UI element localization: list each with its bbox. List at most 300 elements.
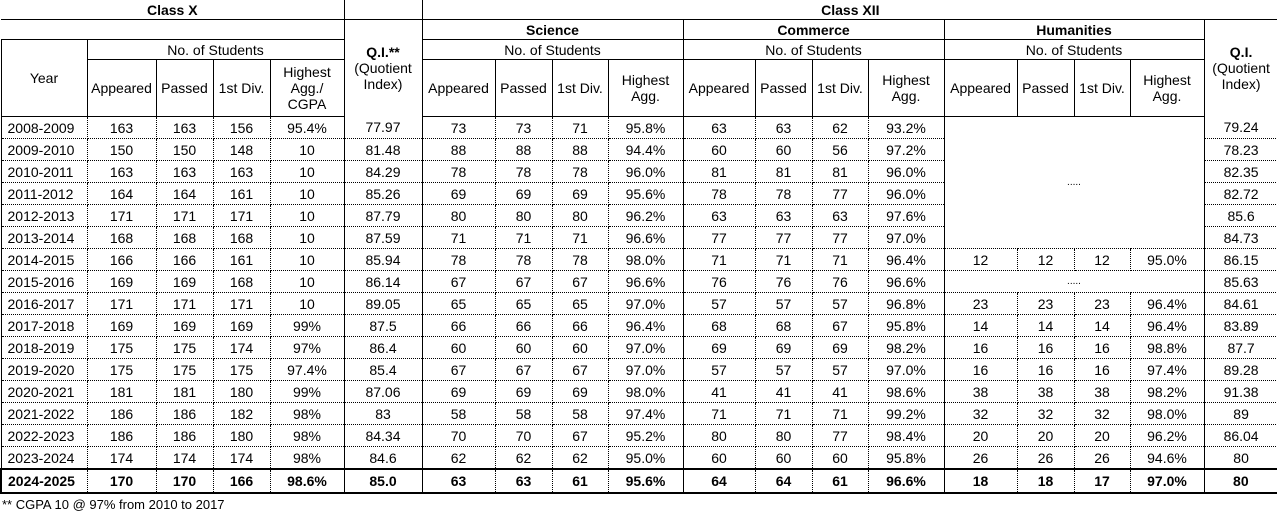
science-cell: 97.0%	[608, 293, 683, 315]
class-x-cell: 180	[213, 425, 270, 447]
class-x-cell: 164	[87, 183, 156, 205]
class-x-cell: 171	[156, 293, 213, 315]
year-cell: 2012-2013	[1, 205, 87, 227]
class-x-cell: 174	[213, 337, 270, 359]
science-cell: 61	[552, 469, 608, 493]
humanities-cell: 12	[1017, 249, 1074, 271]
commerce-cell: 71	[683, 403, 755, 425]
class-x-cell: 166	[87, 249, 156, 271]
science-cell: 62	[422, 447, 495, 470]
class-x-cell: 81.48	[344, 139, 422, 161]
commerce-cell: 63	[683, 205, 755, 227]
class-x-cell: 87.59	[344, 227, 422, 249]
commerce-cell: 95.8%	[868, 447, 944, 470]
humanities-cell: 23	[1074, 293, 1130, 315]
qi-cell: 82.35	[1204, 161, 1277, 183]
humanities-cell: 20	[1074, 425, 1130, 447]
class-x-cell: 161	[213, 183, 270, 205]
science-cell: 65	[495, 293, 552, 315]
qi-cell: 84.61	[1204, 293, 1277, 315]
qi-cell: 84.73	[1204, 227, 1277, 249]
commerce-cell: 60	[755, 139, 812, 161]
class-x-cell: 163	[156, 117, 213, 139]
humanities-cell: 95.0%	[1130, 249, 1204, 271]
commerce-cell: 78	[683, 183, 755, 205]
humanities-cell: 17	[1074, 469, 1130, 493]
hum-passed-header: Passed	[1017, 60, 1074, 117]
humanities-cell: 16	[944, 359, 1017, 381]
science-cell: 78	[552, 249, 608, 271]
humanities-cell: 23	[1017, 293, 1074, 315]
class-x-cell: 98%	[270, 425, 344, 447]
class-x-cell: 163	[213, 161, 270, 183]
class-x-cell: 98%	[270, 447, 344, 470]
class-x-cell: 171	[213, 293, 270, 315]
commerce-cell: 64	[683, 469, 755, 493]
commerce-cell: 96.0%	[868, 183, 944, 205]
class-x-cell: 181	[87, 381, 156, 403]
class-x-cell: 169	[213, 315, 270, 337]
science-cell: 58	[552, 403, 608, 425]
class-x-cell: 186	[87, 403, 156, 425]
commerce-cell: 96.6%	[868, 271, 944, 293]
class-x-cell: 97%	[270, 337, 344, 359]
commerce-cell: 62	[812, 117, 868, 139]
commerce-cell: 98.2%	[868, 337, 944, 359]
table-row	[1, 249, 1277, 271]
year-cell: 2014-2015	[1, 249, 87, 271]
class-x-cell: 87.79	[344, 205, 422, 227]
humanities-cell: 98.8%	[1130, 337, 1204, 359]
humanities-cell: 16	[944, 337, 1017, 359]
science-cell: 62	[495, 447, 552, 470]
class-x-cell: 10	[270, 205, 344, 227]
x-passed-header: Passed	[156, 60, 213, 117]
commerce-cell: 71	[683, 249, 755, 271]
commerce-cell: 68	[755, 315, 812, 337]
class-x-cell: 168	[213, 271, 270, 293]
humanities-cell: 18	[944, 469, 1017, 493]
commerce-cell: 98.6%	[868, 381, 944, 403]
humanities-cell: 14	[1074, 315, 1130, 337]
commerce-cell: 69	[812, 337, 868, 359]
commerce-cell: 77	[812, 227, 868, 249]
commerce-header: Commerce	[683, 20, 944, 40]
science-cell: 96.4%	[608, 315, 683, 337]
science-cell: 67	[552, 271, 608, 293]
year-cell: 2019-2020	[1, 359, 87, 381]
table-row	[1, 293, 1277, 315]
class-x-cell: 85.4	[344, 359, 422, 381]
science-cell: 96.0%	[608, 161, 683, 183]
qi-cell: 78.23	[1204, 139, 1277, 161]
class-x-cell: 174	[87, 447, 156, 470]
commerce-cell: 69	[755, 337, 812, 359]
class-x-cell: 84.6	[344, 447, 422, 470]
humanities-cell: 94.6%	[1130, 447, 1204, 470]
class-x-cell: 83	[344, 403, 422, 425]
science-cell: 97.4%	[608, 403, 683, 425]
commerce-cell: 95.8%	[868, 315, 944, 337]
commerce-cell: 96.4%	[868, 249, 944, 271]
class-x-cell: 150	[156, 139, 213, 161]
commerce-cell: 97.2%	[868, 139, 944, 161]
commerce-cell: 76	[755, 271, 812, 293]
humanities-cell: 96.4%	[1130, 315, 1204, 337]
humanities-cell: 20	[1017, 425, 1074, 447]
science-cell: 78	[495, 161, 552, 183]
class-x-cell: 169	[156, 315, 213, 337]
commerce-cell: 77	[683, 227, 755, 249]
science-cell: 80	[422, 205, 495, 227]
class-x-cell: 98%	[270, 403, 344, 425]
hum-highest-header: Highest Agg.	[1130, 60, 1204, 117]
class-x-cell: 156	[213, 117, 270, 139]
commerce-cell: 78	[755, 183, 812, 205]
year-cell: 2020-2021	[1, 381, 87, 403]
science-cell: 67	[422, 359, 495, 381]
commerce-cell: 60	[683, 447, 755, 470]
commerce-cell: 57	[812, 293, 868, 315]
science-cell: 66	[495, 315, 552, 337]
sci-passed-header: Passed	[495, 60, 552, 117]
humanities-cell: 26	[1074, 447, 1130, 470]
science-cell: 71	[495, 227, 552, 249]
humanities-cell: 32	[1074, 403, 1130, 425]
commerce-cell: 96.0%	[868, 161, 944, 183]
qi-cell: 80	[1204, 469, 1277, 493]
qi-cell: 83.89	[1204, 315, 1277, 337]
class-x-cell: 98.6%	[270, 469, 344, 493]
year-cell: 2015-2016	[1, 271, 87, 293]
science-cell: 65	[422, 293, 495, 315]
class-x-cell: 84.34	[344, 425, 422, 447]
science-cell: 60	[552, 337, 608, 359]
commerce-cell: 56	[812, 139, 868, 161]
commerce-cell: 77	[755, 227, 812, 249]
humanities-cell: 98.2%	[1130, 381, 1204, 403]
science-cell: 96.6%	[608, 271, 683, 293]
class-x-cell: 182	[213, 403, 270, 425]
class-x-cell: 86.4	[344, 337, 422, 359]
class-x-cell: 84.29	[344, 161, 422, 183]
commerce-cell: 61	[812, 469, 868, 493]
commerce-cell: 71	[812, 249, 868, 271]
qi-cell: 89.28	[1204, 359, 1277, 381]
humanities-cell: 98.0%	[1130, 403, 1204, 425]
science-cell: 70	[495, 425, 552, 447]
class-x-cell: 171	[213, 205, 270, 227]
humanities-cell: 38	[944, 381, 1017, 403]
science-cell: 71	[422, 227, 495, 249]
hum-students-header: No. of Students	[944, 40, 1204, 60]
hum-appeared-header: Appeared	[944, 60, 1017, 117]
year-cell: 2009-2010	[1, 139, 87, 161]
commerce-cell: 63	[755, 117, 812, 139]
class-x-cell: 168	[213, 227, 270, 249]
science-cell: 67	[552, 359, 608, 381]
class-x-cell: 161	[213, 249, 270, 271]
commerce-cell: 57	[812, 359, 868, 381]
table-row	[1, 425, 1277, 447]
class-x-cell: 87.5	[344, 315, 422, 337]
class-x-cell: 170	[87, 469, 156, 493]
class-x-cell: 10	[270, 161, 344, 183]
class-x-cell: 168	[87, 227, 156, 249]
science-cell: 66	[552, 315, 608, 337]
humanities-cell: 14	[944, 315, 1017, 337]
qi-cell: 79.24	[1204, 117, 1277, 139]
humanities-cell: 12	[944, 249, 1017, 271]
table-row	[1, 447, 1277, 470]
commerce-cell: 98.4%	[868, 425, 944, 447]
commerce-cell: 99.2%	[868, 403, 944, 425]
class-x-cell: 148	[213, 139, 270, 161]
class-x-cell: 163	[156, 161, 213, 183]
class-x-cell: 171	[156, 205, 213, 227]
science-cell: 69	[552, 183, 608, 205]
humanities-cell: 96.4%	[1130, 293, 1204, 315]
humanities-cell: 12	[1074, 249, 1130, 271]
class-x-cell: 169	[156, 271, 213, 293]
table-row	[1, 359, 1277, 381]
year-cell: 2022-2023	[1, 425, 87, 447]
year-cell: 2008-2009	[1, 117, 87, 139]
humanities-cell: 16	[1074, 359, 1130, 381]
commerce-cell: 57	[755, 359, 812, 381]
qi-cell: 82.72	[1204, 183, 1277, 205]
class-x-cell: 175	[87, 337, 156, 359]
commerce-cell: 81	[683, 161, 755, 183]
humanities-cell: 97.4%	[1130, 359, 1204, 381]
commerce-cell: 97.0%	[868, 227, 944, 249]
humanities-cell: 97.0%	[1130, 469, 1204, 493]
table-row	[1, 271, 1277, 293]
year-cell: 2013-2014	[1, 227, 87, 249]
science-cell: 58	[422, 403, 495, 425]
com-appeared-header: Appeared	[683, 60, 755, 117]
science-cell: 98.0%	[608, 249, 683, 271]
science-cell: 94.4%	[608, 139, 683, 161]
class-x-cell: 171	[87, 205, 156, 227]
science-cell: 73	[422, 117, 495, 139]
commerce-cell: 60	[812, 447, 868, 470]
class-x-cell: 97.4%	[270, 359, 344, 381]
commerce-cell: 41	[755, 381, 812, 403]
science-cell: 63	[495, 469, 552, 493]
science-cell: 58	[495, 403, 552, 425]
science-cell: 88	[422, 139, 495, 161]
year-cell: 2024-2025	[1, 469, 87, 493]
table-row	[1, 381, 1277, 403]
commerce-cell: 81	[812, 161, 868, 183]
class-x-cell: 186	[156, 425, 213, 447]
qi-cell: 80	[1204, 447, 1277, 470]
class-x-cell: 87.06	[344, 381, 422, 403]
class-x-cell: 89.05	[344, 293, 422, 315]
commerce-cell: 64	[755, 469, 812, 493]
footnote: ** CGPA 10 @ 97% from 2010 to 2017	[2, 497, 225, 512]
commerce-cell: 71	[812, 403, 868, 425]
science-cell: 69	[495, 183, 552, 205]
commerce-cell: 68	[683, 315, 755, 337]
class-x-cell: 10	[270, 183, 344, 205]
commerce-cell: 63	[683, 117, 755, 139]
sci-students-header: No. of Students	[422, 40, 683, 60]
class-x-cell: 85.94	[344, 249, 422, 271]
science-cell: 88	[495, 139, 552, 161]
class-x-cell: 175	[87, 359, 156, 381]
class-x-cell: 85.26	[344, 183, 422, 205]
class-x-cell: 174	[213, 447, 270, 470]
qi-cell: 85.63	[1204, 271, 1277, 293]
science-cell: 78	[422, 161, 495, 183]
qi-cell: 86.15	[1204, 249, 1277, 271]
humanities-cell: 16	[1017, 359, 1074, 381]
science-cell: 63	[422, 469, 495, 493]
commerce-cell: 93.2%	[868, 117, 944, 139]
science-cell: 70	[422, 425, 495, 447]
year-cell: 2017-2018	[1, 315, 87, 337]
humanities-header: Humanities	[944, 20, 1204, 40]
com-highest-header: Highest Agg.	[868, 60, 944, 117]
commerce-cell: 76	[683, 271, 755, 293]
humanities-cell: 16	[1074, 337, 1130, 359]
commerce-cell: 41	[683, 381, 755, 403]
commerce-cell: 71	[755, 249, 812, 271]
humanities-cell: 26	[944, 447, 1017, 470]
class-x-cell: 166	[156, 249, 213, 271]
sci-firstdiv-header: 1st Div.	[552, 60, 608, 117]
qi-cell: 86.04	[1204, 425, 1277, 447]
humanities-cell: 96.2%	[1130, 425, 1204, 447]
science-cell: 69	[495, 381, 552, 403]
humanities-blank: .....	[944, 271, 1204, 293]
year-cell: 2010-2011	[1, 161, 87, 183]
commerce-cell: 96.8%	[868, 293, 944, 315]
x-appeared-header: Appeared	[87, 60, 156, 117]
qi-x-header: Q.I.** (Quotient Index)	[344, 20, 422, 117]
class-x-cell: 150	[87, 139, 156, 161]
science-cell: 97.0%	[608, 359, 683, 381]
com-students-header: No. of Students	[683, 40, 944, 60]
class-x-cell: 95.4%	[270, 117, 344, 139]
x-students-header: No. of Students	[87, 40, 344, 60]
commerce-cell: 97.0%	[868, 359, 944, 381]
humanities-cell: 32	[1017, 403, 1074, 425]
commerce-cell: 69	[683, 337, 755, 359]
commerce-cell: 67	[812, 315, 868, 337]
commerce-cell: 71	[755, 403, 812, 425]
science-cell: 71	[552, 227, 608, 249]
science-cell: 60	[422, 337, 495, 359]
science-cell: 95.6%	[608, 469, 683, 493]
class-x-cell: 175	[156, 337, 213, 359]
science-cell: 67	[495, 271, 552, 293]
com-firstdiv-header: 1st Div.	[812, 60, 868, 117]
table-row	[1, 403, 1277, 425]
class-x-cell: 10	[270, 139, 344, 161]
science-cell: 95.8%	[608, 117, 683, 139]
commerce-cell: 63	[755, 205, 812, 227]
science-cell: 97.0%	[608, 337, 683, 359]
humanities-cell: 38	[1074, 381, 1130, 403]
sci-highest-header: Highest Agg.	[608, 60, 683, 117]
science-cell: 80	[552, 205, 608, 227]
commerce-cell: 60	[683, 139, 755, 161]
class-x-cell: 77.97	[344, 117, 422, 139]
science-cell: 67	[495, 359, 552, 381]
science-cell: 66	[422, 315, 495, 337]
commerce-cell: 96.6%	[868, 469, 944, 493]
qi-cell: 89	[1204, 403, 1277, 425]
science-cell: 88	[552, 139, 608, 161]
science-cell: 80	[495, 205, 552, 227]
class-x-cell: 169	[87, 315, 156, 337]
science-cell: 78	[422, 249, 495, 271]
class-x-cell: 186	[156, 403, 213, 425]
class-x-cell: 163	[87, 161, 156, 183]
science-cell: 73	[495, 117, 552, 139]
class-x-cell: 10	[270, 249, 344, 271]
science-cell: 95.6%	[608, 183, 683, 205]
commerce-cell: 80	[755, 425, 812, 447]
commerce-cell: 57	[683, 359, 755, 381]
commerce-cell: 77	[812, 425, 868, 447]
science-cell: 65	[552, 293, 608, 315]
class-x-cell: 169	[87, 271, 156, 293]
class-x-cell: 10	[270, 293, 344, 315]
science-cell: 95.0%	[608, 447, 683, 470]
science-cell: 78	[495, 249, 552, 271]
class-x-cell: 170	[156, 469, 213, 493]
science-cell: 69	[422, 381, 495, 403]
science-cell: 62	[552, 447, 608, 470]
class-x-cell: 166	[213, 469, 270, 493]
science-cell: 67	[552, 425, 608, 447]
class-x-cell: 175	[156, 359, 213, 381]
table-row	[1, 117, 1277, 139]
year-cell: 2016-2017	[1, 293, 87, 315]
science-cell: 96.2%	[608, 205, 683, 227]
humanities-cell: 26	[1017, 447, 1074, 470]
humanities-cell: 20	[944, 425, 1017, 447]
commerce-cell: 97.6%	[868, 205, 944, 227]
class-x-cell: 171	[87, 293, 156, 315]
year-header: Year	[1, 40, 87, 117]
com-passed-header: Passed	[755, 60, 812, 117]
commerce-cell: 57	[683, 293, 755, 315]
humanities-cell: 18	[1017, 469, 1074, 493]
table-row	[1, 337, 1277, 359]
class-x-cell: 10	[270, 227, 344, 249]
qi-xii-header: Q.I. (Quotient Index)	[1204, 20, 1277, 117]
class-x-cell: 99%	[270, 315, 344, 337]
class-x-cell: 186	[87, 425, 156, 447]
class-x-cell: 85.0	[344, 469, 422, 493]
class-x-cell: 164	[156, 183, 213, 205]
qi-cell: 91.38	[1204, 381, 1277, 403]
commerce-cell: 77	[812, 183, 868, 205]
class-x-cell: 168	[156, 227, 213, 249]
commerce-cell: 63	[812, 205, 868, 227]
science-cell: 96.6%	[608, 227, 683, 249]
class-x-cell: 163	[87, 117, 156, 139]
science-cell: 71	[552, 117, 608, 139]
class-x-cell: 175	[213, 359, 270, 381]
commerce-cell: 80	[683, 425, 755, 447]
class-x-header: Class X	[1, 0, 344, 20]
